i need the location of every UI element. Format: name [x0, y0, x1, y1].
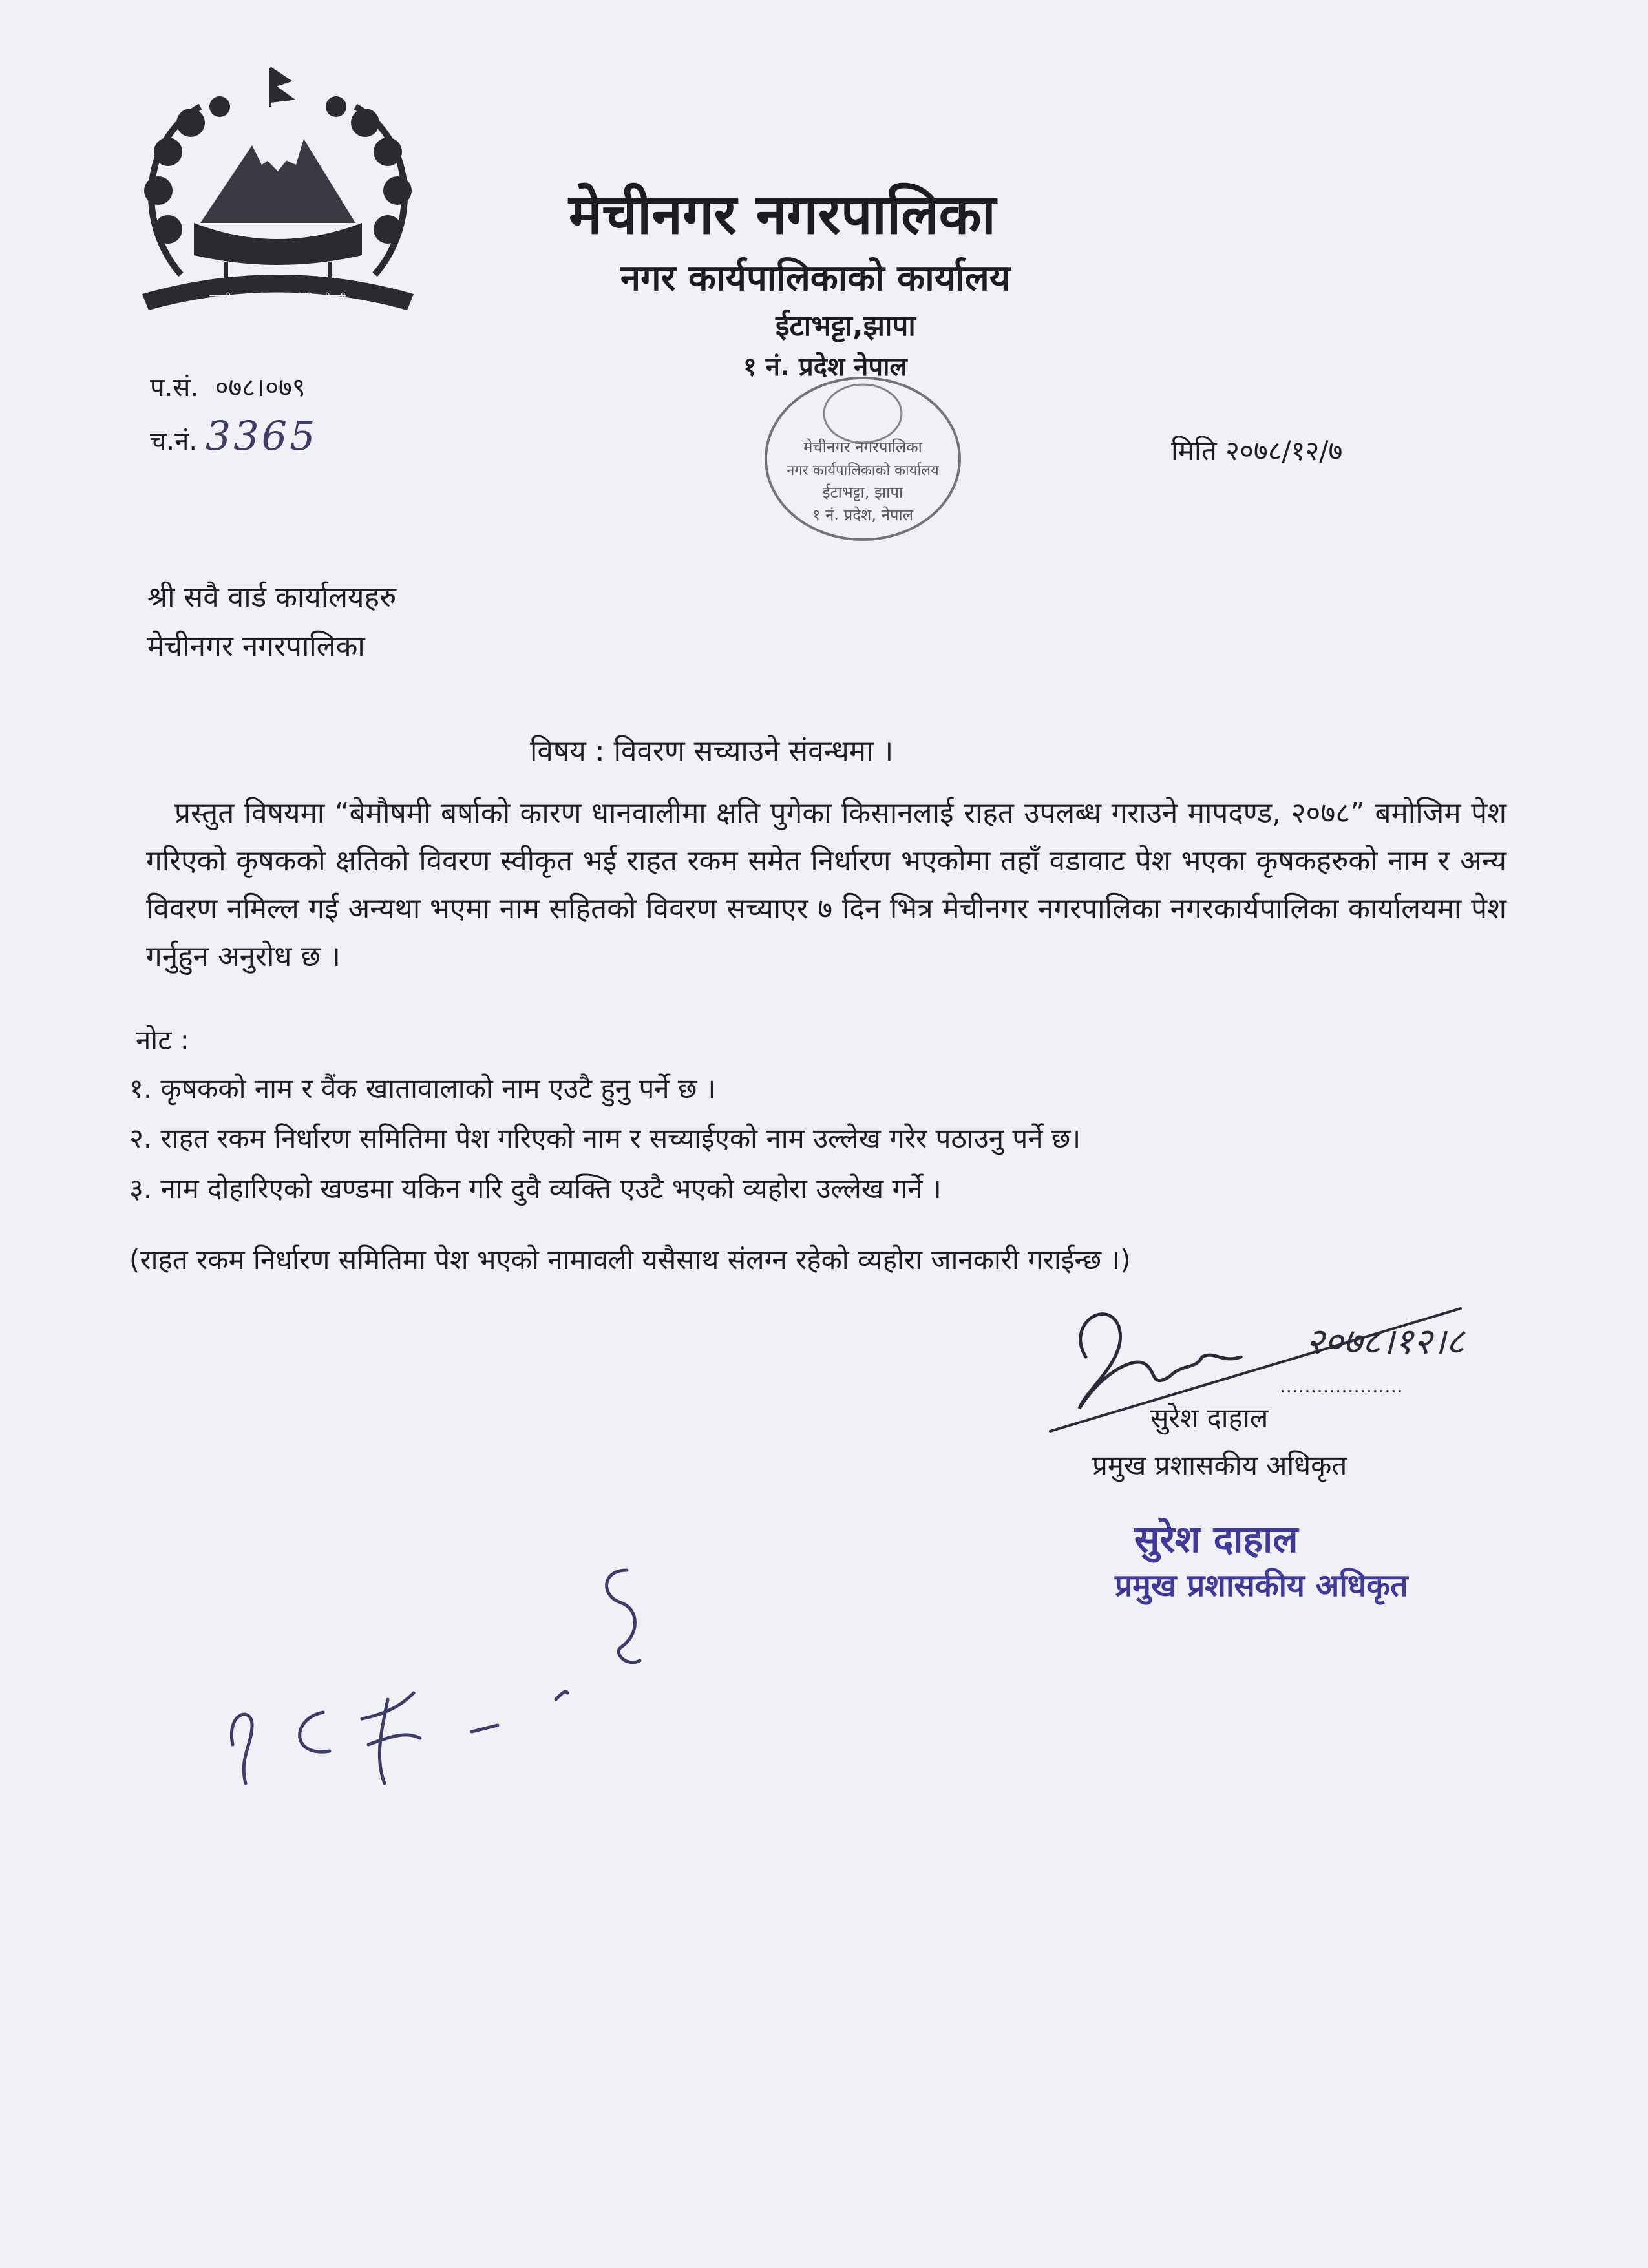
letter-number-value: ०७८।०७९ — [215, 373, 306, 403]
note-item: ३. नाम दोहारिएको खण्डमा यकिन गरि दुवै व्यक्ति एउटै भएको व्यहोरा उल्लेख गर्ने । — [129, 1173, 942, 1204]
office-province: १ नं. प्रदेश नेपाल — [743, 352, 907, 382]
dispatch-number — [150, 412, 318, 459]
closing-line: (राहत रकम निर्धारण समितिमा पेश भएको नामावली यसैसाथ संलग्न रहेको व्यहोरा जानकारी गराईन्छ ।) — [129, 1244, 1131, 1276]
dispatch-number-label: च.नं. — [150, 426, 198, 456]
note-item: १. कृषकको नाम र वैंक खातावालाको नाम एउटै हुनु पर्ने छ । — [129, 1073, 716, 1104]
designation-stamp: प्रमुख प्रशासकीय अधिकृत — [1115, 1568, 1408, 1604]
signatory-designation: प्रमुख प्रशासकीय अधिकृत — [1092, 1449, 1347, 1481]
addressee-line1: श्री सवै वार्ड कार्यालयहरु — [147, 581, 397, 614]
seal-line2: नगर कार्यपालिकाको कार्यालय — [787, 463, 939, 479]
note-item: २. राहत रकम निर्धारण समितिमा पेश गरिएको नाम र सच्याईएको नाम उल्लेख गरेर पठाउनु पर्ने छ। — [129, 1122, 1081, 1154]
subject-line: विषय : विवरण सच्याउने संवन्धमा । — [530, 735, 894, 768]
seal-line3: ईटाभट्टा, झापा — [822, 483, 903, 501]
handwritten-note-icon — [213, 1551, 704, 1822]
emblem-motto: जननी जन्मभूमिश्च स्वर्गादपि गरीयसी — [209, 292, 346, 304]
dispatch-number-value: 3365 — [205, 412, 318, 459]
nepal-emblem-icon — [123, 61, 433, 320]
addressee-line2: मेचीनगर नगरपालिका — [147, 630, 365, 663]
office-seal-icon — [743, 362, 982, 556]
letter-number — [150, 368, 306, 404]
signature-dots: .................... — [1280, 1375, 1403, 1398]
seal-line1: मेचीनगर नगरपालिका — [803, 438, 922, 456]
signature-date: २०७८।१२।८ — [1305, 1321, 1465, 1363]
date-label: मिति — [1171, 435, 1217, 467]
municipality-name: मेचीनगर नगरपालिका — [569, 182, 996, 247]
signatory-name: सुरेश दाहाल — [1150, 1402, 1269, 1434]
office-location: ईटाभट्टा,झापा — [776, 310, 916, 342]
body-paragraph: प्रस्तुत विषयमा “बेमौषमी बर्षाको कारण धानवालीमा क्षति पुगेका किसानलाई राहत उपलब्ध गराउने मापदण्ड, २०७८” बमोजिम पेश गरिएको कृषकको क्षतिको विवरण स्वीकृत भई राहत रकम समेत निर्धारण भएकोमा तहाँ वडावाट पेश भएका कृषकहरुको नाम र अन्य विवरण नमिल्ल गई अन्यथा भएमा नाम सहितको विवरण सच्याएर ७ दिन भित्र मेचीनगर नगरपालिका नगरकार्यपालिका कार्यालयमा पेश गर्नुहुन अनुरोध छ । — [146, 797, 1506, 973]
letter-date — [1171, 432, 1342, 468]
seal-line4: १ नं. प्रदेश, नेपाल — [812, 506, 914, 524]
date-value: २०७८/१२/७ — [1225, 435, 1343, 467]
notes-heading: नोट : — [136, 1024, 189, 1056]
letter-number-label: प.सं. — [150, 373, 199, 403]
name-stamp: सुरेश दाहाल — [1134, 1517, 1298, 1561]
office-name: नगर कार्यपालिकाको कार्यालय — [620, 257, 1011, 299]
